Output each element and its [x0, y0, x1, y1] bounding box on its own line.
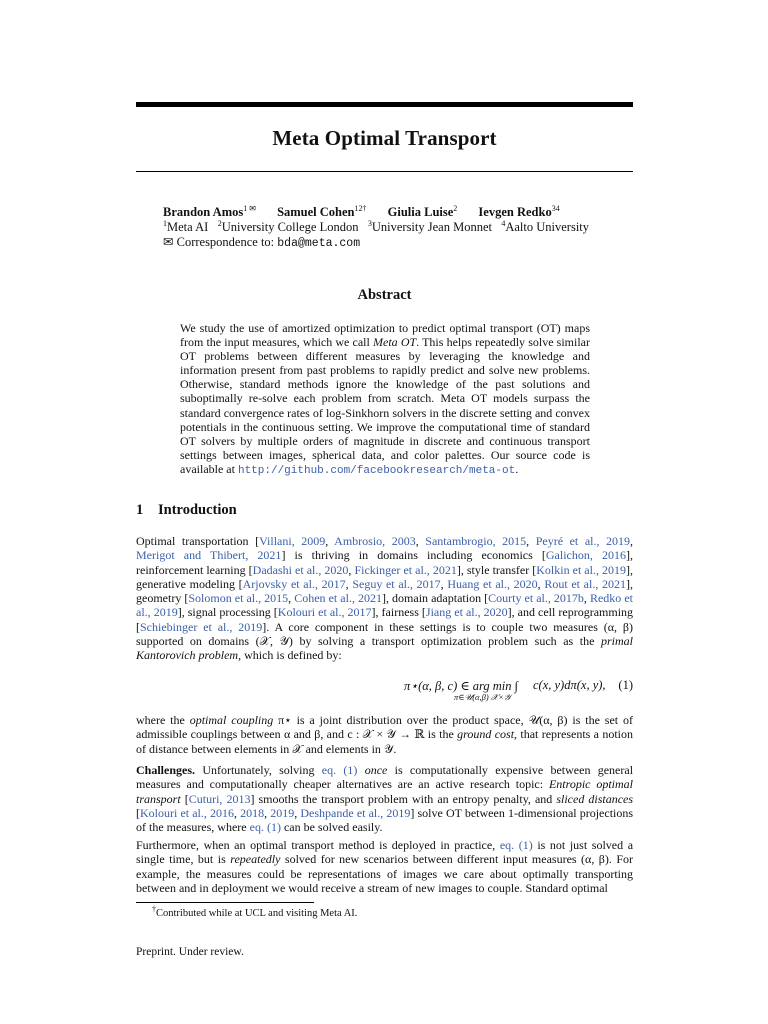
citation[interactable]: Kolouri et al., 2016	[140, 805, 235, 820]
citation[interactable]: 2018	[240, 805, 265, 820]
footnote-rule	[136, 902, 314, 903]
citation[interactable]: Rout et al., 2021	[544, 576, 626, 591]
citation[interactable]: Seguy et al., 2017	[352, 576, 441, 591]
equation-1	[136, 672, 633, 706]
source-code-link[interactable]: http://github.com/facebookresearch/meta-ot	[237, 464, 516, 477]
title-top-rule	[136, 102, 633, 107]
author-names: Brandon Amos$^{1 ✉}$ Samuel Cohen$^{12\dagger}$ Giulia Luise$^2$ Ievgen Redko$^{34}$	[163, 203, 560, 219]
citation[interactable]: Peyré et al., 2019	[535, 534, 631, 548]
citation[interactable]: Santambrogio, 2015	[425, 534, 527, 548]
citation[interactable]: Jiang et al., 2020	[425, 605, 508, 620]
citation[interactable]: Deshpande et al., 2019	[300, 805, 411, 820]
citation[interactable]: Huang et al., 2020	[447, 576, 538, 591]
affiliation: Aalto University	[505, 220, 590, 234]
author-block	[163, 205, 589, 251]
author-name: Giulia Luise	[387, 205, 454, 219]
author-name: Samuel Cohen	[277, 205, 355, 219]
citation[interactable]: Arjovsky et al., 2017	[242, 576, 346, 591]
affiliation: University College London	[221, 220, 359, 234]
paragraph-deployment: Furthermore, when an optimal transport method is deployed in practice, eq. (1) is not just solved a single time, but is repeatedly solved for new scenarios between different input measures (α, β). For example, the measures could be representations of images we care about optimally transporting between and in deployment we would receive a stream of new images to couple. Standard optimal	[136, 838, 634, 895]
author-name: Brandon Amos	[163, 205, 244, 219]
footnote: †Contributed while at UCL and visiting Meta AI.	[152, 904, 358, 919]
title-bottom-rule	[136, 171, 633, 172]
correspondence: ✉ Correspondence to: bda@meta.com	[163, 235, 361, 250]
paragraph-coupling: where the optimal coupling π⋆ is a joint distribution over the product space, 𝒰(α, β) is the set of admissible couplings between α and β, and c : 𝒳 × 𝒴 → ℝ is the ground cost, that represents a notion of distance between elements in 𝒳 and elements in 𝒴.	[136, 713, 634, 756]
citation[interactable]: Kolkin et al., 2019	[536, 562, 626, 577]
citation[interactable]: Galichon, 2016	[545, 548, 626, 563]
paragraph-intro: Optimal transportation [Villani, 2009, Ambrosio, 2003, Santambrogio, 2015, Peyré et al., 2019, Merigot and Thibert, 2021] is thriving in domains including economics [Galichon, 2016], reinforcement learning [Dadashi et al., 2020, Fickinger et al., 2021], style transfer [Kolkin et al., 2019], generative modeling [Arjovsky et al., 2017, Seguy et al., 2017, Huang et al., 2020, Rout et al., 2021], geometry [Solomon et al., 2015, Cohen et al., 2021], domain adaptation [Courty et al., 2017b, Redko et al., 2019], signal processing [Kolouri et al., 2017], fairness [Jiang et al., 2020], and cell reprogramming [Schiebinger et al., 2019]. A core component in these settings is to couple two measures (α, β) supported on domains (𝒳, 𝒴) by solving a transport optimization problem such as the primal Kantorovich problem, which is defined by:	[136, 534, 634, 663]
preprint-note: Preprint. Under review.	[136, 946, 244, 958]
citation[interactable]: Dadashi et al., 2020	[252, 562, 349, 577]
equation-subscript: π∈𝒰(α,β) 𝒳×𝒴	[454, 692, 511, 702]
citation[interactable]: Cuturi, 2013	[188, 791, 251, 806]
equation-ref[interactable]: eq. (1)	[499, 838, 533, 852]
paragraph-challenges: Challenges. Unfortunately, solving eq. (1) once is computationally expensive between general measures and computationally cheaper alternatives are an active research topic: Entropic optimal transport [Cuturi, 2013] smooths the transport problem with an entropy penalty, and sliced distances [Kolouri et al., 2016, 2018, 2019, Deshpande et al., 2019] solve OT between 1-dimensional projections of the measures, where eq. (1) can be solved easily.	[136, 763, 634, 835]
citation[interactable]: Merigot and Thibert, 2021	[136, 548, 282, 563]
citation[interactable]: Redko et al., 2019	[136, 591, 634, 620]
citation[interactable]: Villani, 2009	[259, 534, 326, 548]
affiliations: $^1$Meta AI $^2$University College London $^3$University Jean Monnet $^4$Aalto University	[163, 218, 590, 234]
equation-ref[interactable]: eq. (1)	[249, 820, 281, 835]
equation-rhs: c(x, y)dπ(x, y),	[533, 678, 606, 692]
paper-title: Meta Optimal Transport	[272, 126, 497, 150]
author-name: Ievgen Redko	[478, 205, 552, 219]
affiliation: Meta AI	[167, 220, 209, 234]
correspondence-email[interactable]: bda@meta.com	[277, 237, 361, 250]
citation[interactable]: 2019	[270, 805, 295, 820]
abstract-heading: Abstract	[357, 287, 412, 303]
equation-main: π⋆(α, β, c) ∈ arg min ∫	[404, 679, 519, 693]
citation[interactable]: Kolouri et al., 2017	[277, 605, 372, 620]
equation-ref[interactable]: eq. (1)	[321, 763, 358, 777]
citation[interactable]: Solomon et al., 2015	[188, 591, 289, 606]
abstract-text: We study the use of amortized optimization to predict optimal transport (OT) maps from the input measures, which we call Meta OT. This helps repeatedly solve similar OT problems between different measures by leveraging the knowledge and information present from past problems to rapidly predict and solve new problems. Otherwise, standard methods ignore the knowledge of the past solutions and suboptimally re-solve each problem from scratch. Meta OT models surpass the standard convergence rates of log-Sinkhorn solvers in the discrete setting and convex potentials in the continuous setting. We improve the computational time of standard OT solvers by multiple orders of magnitude in discrete and continuous transport settings between images, spherical data, and color palettes. Our source code is available at http://github.com/facebookresearch/meta-ot.	[180, 321, 591, 477]
affiliation: University Jean Monnet	[371, 220, 492, 234]
citation[interactable]: Cohen et al., 2021	[294, 591, 383, 606]
citation[interactable]: Schiebinger et al., 2019	[140, 619, 263, 634]
citation[interactable]: Fickinger et al., 2021	[354, 562, 457, 577]
citation[interactable]: Courty et al., 2017b	[488, 591, 584, 606]
citation[interactable]: Ambrosio, 2003	[334, 534, 416, 548]
section-heading: 1 Introduction	[136, 502, 237, 518]
equation-number: (1)	[618, 678, 633, 692]
envelope-icon: ✉	[163, 235, 174, 249]
